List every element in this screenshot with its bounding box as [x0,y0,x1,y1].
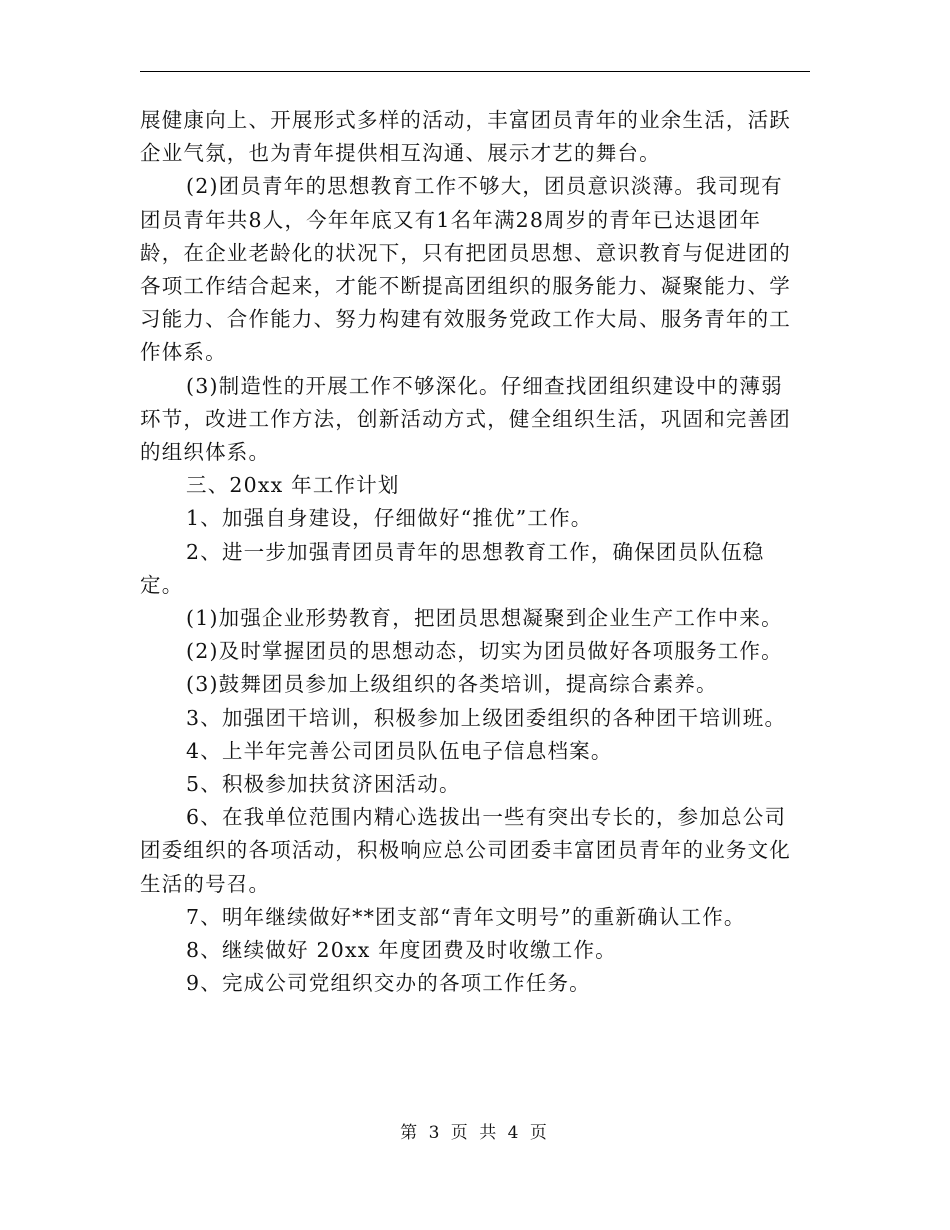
plan-item-8: 8、继续做好 20xx 年度团费及时收缴工作。 [186,938,617,963]
paragraph-continuation: 展健康向上、开展形式多样的活动，丰富团员青年的业余生活，活跃企业气氛，也为青年提供相互沟通、展示才艺的舞台。 [140,108,791,166]
document-body [140,104,800,1000]
plan-item-1: 1、加强自身建设，仔细做好“推优”工作。 [186,506,593,531]
plan-item-3: 3、加强团干培训，积极参加上级团委组织的各种团干培训班。 [186,705,787,730]
plan-item-2-sub-1: (1)加强企业形势教育，把团员思想凝聚到企业生产工作中来。 [186,606,783,631]
paragraph-problem-2: (2)团员青年的思想教育工作不够大，团员意识淡薄。我司现有团员青年共8人，今年年底又有1名年满28周岁的青年已达退团年龄，在企业老龄化的状况下，只有把团员思想、意识教育与促进团的各项工作结合起来，才能不断提高团组织的服务能力、凝聚能力、学习能力、合作能力、努力构建有效服务党政工作大局、服务青年的工作体系。 [140,174,791,365]
page-number-footer: 第 3 页 共 4 页 [400,1123,550,1143]
plan-item-2-sub-2: (2)及时掌握团员的思想动态，切实为团员做好各项服务工作。 [186,639,783,664]
header-rule [140,71,810,72]
paragraph-problem-3: (3)制造性的开展工作不够深化。仔细查找团组织建设中的薄弱环节，改进工作方法，创新活动方式，健全组织生活，巩固和完善团的组织体系。 [140,373,791,465]
plan-item-2-sub-3: (3)鼓舞团员参加上级组织的各类培训，提高综合素养。 [186,672,718,697]
plan-item-5: 5、积极参加扶贫济困活动。 [186,772,461,797]
plan-item-4: 4、上半年完善公司团员队伍电子信息档案。 [186,738,613,763]
plan-item-2: 2、进一步加强青团员青年的思想教育工作，确保团员队伍稳定。 [140,539,765,597]
section-3-heading: 三、20xx 年工作计划 [186,473,400,498]
plan-item-9: 9、完成公司党组织交办的各项工作任务。 [186,971,591,996]
plan-item-6: 6、在我单位范围内精心选拔出一些有突出专长的，参加总公司团委组织的各项活动，积极响应总公司团委丰富团员青年的业务文化生活的号召。 [140,805,791,896]
plan-item-7: 7、明年继续做好**团支部“青年文明号”的重新确认工作。 [186,904,746,929]
